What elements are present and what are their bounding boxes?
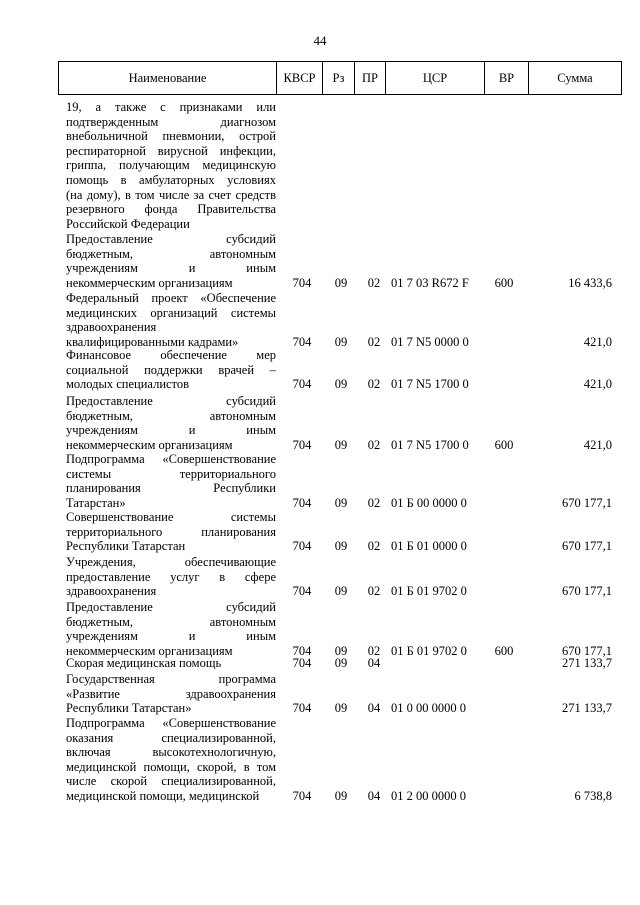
row-csr: 01 7 N5 0000 0 [391,334,469,349]
row-csr: 01 Б 01 9702 0 [391,643,467,658]
row-rz: 09 [334,656,348,670]
page-number: 44 [313,33,327,48]
row-vr: 600 [494,643,514,658]
row-name-line: Российской Федерации [66,216,190,231]
row-kvsr: 704 [292,643,312,658]
table-row [0,510,640,554]
row-pr: 02 [367,539,381,554]
table-row [0,348,640,392]
row-csr: 01 Б 01 9702 0 [391,584,467,599]
row-csr: 01 Б 00 0000 0 [391,495,467,510]
row-name [66,100,276,231]
row-name-line: Предоставление субсидий [66,232,276,246]
row-name-line: социальной поддержки врачей – [66,362,276,377]
table-row [0,672,640,716]
row-rz: 09 [334,437,348,452]
table-row [0,394,640,452]
row-name-line: учреждениям и иным [66,261,276,276]
row-rz: 09 [334,789,348,803]
header-sum: Сумма [557,71,593,85]
row-name-line: Подпрограмма «Совершенствование [66,716,276,730]
row-name [66,555,276,599]
table-row [0,656,640,671]
row-pr: 02 [367,437,381,452]
row-rz: 09 [334,643,348,658]
row-pr: 04 [367,656,381,670]
row-kvsr: 704 [292,584,312,599]
row-sum: 421,0 [583,334,612,349]
table-header [58,61,622,95]
row-name-line: оказания специализированной, [66,730,276,745]
row-name-line: бюджетным, автономным [66,246,276,261]
row-name-line: бюджетным, автономным [66,408,276,423]
row-rz: 09 [334,584,348,599]
row-name-line: здравоохранения [66,320,157,335]
row-name-line: медицинских организаций системы [66,305,276,320]
row-name-line: некоммерческим организациям [66,275,233,290]
row-name-line: Финансовое обеспечение мер [66,348,276,362]
row-kvsr: 704 [292,334,312,349]
row-sum: 670 177,1 [562,643,612,658]
row-csr: 01 Б 01 0000 0 [391,539,467,554]
row-name-line: респираторной вирусной инфекции, [66,143,276,158]
row-rz: 09 [334,539,348,554]
row-pr: 02 [367,495,381,510]
row-csr: 01 7 N5 1700 0 [391,437,469,452]
header-kvsr: КВСР [277,62,323,94]
row-name [66,600,276,658]
row-pr: 04 [367,701,381,716]
row-sum: 670 177,1 [562,539,612,554]
row-sum: 421,0 [583,437,612,452]
row-sum: 670 177,1 [562,495,612,510]
row-name [66,510,276,554]
row-kvsr: 704 [292,495,312,510]
row-csr: 01 7 N5 1700 0 [391,377,469,392]
header-name: Наименование [59,62,277,94]
row-name [66,672,276,716]
table-row [0,291,640,349]
row-name [66,291,276,349]
row-name-line: гриппа, получающим медицинскую [66,158,276,173]
row-kvsr: 704 [292,377,312,392]
row-name [66,452,276,510]
row-name-line: медицинской помощи, скорой, в том [66,759,276,774]
row-pr: 02 [367,275,381,290]
row-vr: 600 [494,437,514,452]
row-name [66,716,276,804]
row-name-line: системы территориального [66,466,276,481]
row-name-line: «Развитие здравоохранения [66,686,276,701]
row-name-line: учреждениям и иным [66,629,276,644]
row-name-line: (на дому), в том числе за счет средств [66,187,276,202]
row-name-line: 19, а также с признаками или [66,100,276,114]
row-vr: 600 [494,275,514,290]
row-name-line: здравоохранения [66,584,157,599]
row-name-line: Предоставление субсидий [66,600,276,614]
row-name-line: Татарстан» [66,495,126,510]
row-name-line: учреждениям и иным [66,423,276,438]
row-name-line: некоммерческим организациям [66,437,233,452]
row-rz: 09 [334,701,348,716]
row-rz: 09 [334,495,348,510]
row-name-line: медицинской помощи, медицинской [66,788,260,803]
header-vr: ВР [485,62,529,94]
row-name [66,232,276,290]
row-rz: 09 [334,377,348,392]
table-row [0,555,640,599]
row-sum: 271 133,7 [562,701,612,716]
row-name [66,348,276,392]
row-name-line: Учреждения, обеспечивающие [66,555,276,569]
row-kvsr: 704 [292,656,312,670]
row-kvsr: 704 [292,789,312,803]
row-name-line: Федеральный проект «Обеспечение [66,291,276,305]
row-kvsr: 704 [292,539,312,554]
row-sum: 421,0 [583,377,612,392]
row-sum: 670 177,1 [562,584,612,599]
row-pr: 02 [367,584,381,599]
row-csr: 01 2 00 0000 0 [391,789,466,803]
row-name-line: Совершенствование системы [66,510,276,524]
row-name-line: квалифицированными кадрами» [66,334,239,349]
row-kvsr: 704 [292,275,312,290]
row-kvsr: 704 [292,437,312,452]
row-name-line: предоставление услуг в сфере [66,569,276,584]
row-name [66,394,276,452]
row-sum: 271 133,7 [562,656,612,670]
header-rz: Рз [323,62,355,94]
row-name-line: числе скорой специализированной, [66,774,276,789]
row-name-line: Республики Татарстан» [66,701,192,716]
table-row [0,100,640,231]
table-row [0,716,640,804]
row-pr: 04 [367,789,381,803]
row-name-line: Подпрограмма «Совершенствование [66,452,276,466]
table-row [0,232,640,290]
row-pr: 02 [367,334,381,349]
row-name-line: подтвержденным диагнозом [66,114,276,129]
row-name-line: Предоставление субсидий [66,394,276,408]
row-name-line: бюджетным, автономным [66,614,276,629]
row-rz: 09 [334,334,348,349]
row-name-line: Республики Татарстан [66,539,186,554]
row-pr: 02 [367,643,381,658]
row-rz: 09 [334,275,348,290]
header-pr: ПР [355,62,386,94]
row-kvsr: 704 [292,701,312,716]
row-csr: 01 7 03 R672 F [391,275,469,290]
table-row [0,600,640,658]
row-name-line: планирования Республики [66,481,276,496]
row-name-line: резервного фонда Правительства [66,202,276,217]
row-name-line: молодых специалистов [66,377,190,392]
table-row [0,452,640,510]
row-sum: 16 433,6 [568,275,612,290]
row-name-line: включая высокотехнологичную, [66,745,276,760]
row-name-line: некоммерческим организациям [66,643,233,658]
row-name-line: Государственная программа [66,672,276,686]
header-csr: ЦСР [386,62,485,94]
row-name-line: территориального планирования [66,524,276,539]
row-name [66,656,276,671]
row-name-line: внебольничной пневмонии, острой [66,129,276,144]
row-name-line: Скорая медицинская помощь [66,656,222,670]
row-pr: 02 [367,377,381,392]
row-name-line: помощь в амбулаторных условиях [66,172,276,187]
row-sum: 6 738,8 [574,789,612,803]
row-csr: 01 0 00 0000 0 [391,701,466,716]
